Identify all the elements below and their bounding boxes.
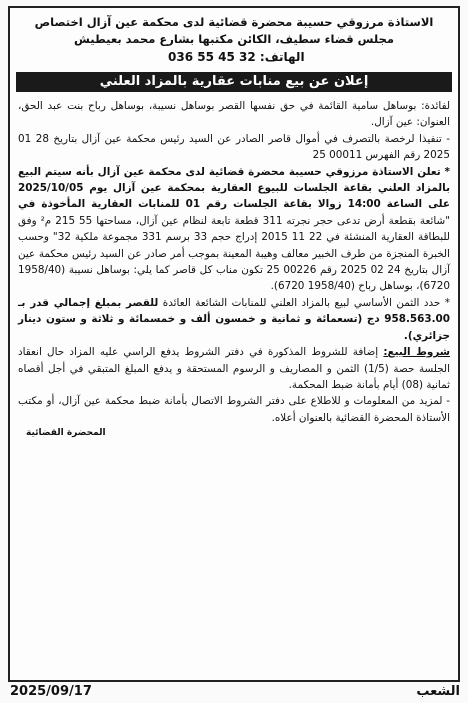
header-line-1: الاستاذة مرزوقي حسيبة محضرة قضائية لدى محكمة عين آزال اختصاص [34, 15, 434, 29]
price-intro: * حدد الثمن الأساسي لبيع بالمزاد العلني للمنابات الشائعة العائدة [162, 296, 450, 309]
bailiff-header [10, 8, 458, 68]
announcement-title: إعلان عن بيع منابات عقارية بالمزاد العلني [16, 72, 452, 92]
publication-footer [10, 684, 460, 699]
newspaper-name: الشعب [416, 684, 460, 699]
header-phone: الهاتف: 32 45 55 036 [168, 50, 305, 64]
beneficiary-paragraph: لفائدة: بوساهل سامية القائمة في حق نفسها القصر بوساهل نسيبة، بوساهل رباح بنت عبد الحق، العنوان: عين آزال. [18, 100, 450, 129]
info-paragraph: - لمزيد من المعلومات و للاطلاع على دفتر الشروط الاتصال بأمانة ضبط محكمة عين آزال، أو مكتب الأستاذة المحضرة القضائية بالعنوان أعلاه. [18, 395, 450, 424]
sale-property-details: "شائعة بقطعة أرض تدعى حجر نجرته 311 قطعة تابعة لنظام عين آزال، مساحتها 55 215 م² وفق للبطاقة العقارية المنشئة في 22 11 2015 إدراج حجم 33 برسم 331 مجموعة ملكية 32" وحسب الخبرة المنجزة من طرف الخبير معالف وهيبة المعينة بموجب أمر صادر عن السيد رئيس محكمة عين آزال بتاريخ 24 02 2025 رقم 00226 25 تكون مناب كل قاصر كما يلي: بوساهل نسيبة (1958/40 6720)، بوساهل رباح (1958/40 6720). [18, 214, 450, 293]
price-amount: للقصر بمبلغ إجمالي قدر بـ 958.563.00 دج (تسعمائة و ثمانية و خمسون ألف و خمسمائة و ثلاثة و ستون دينار جزائري). [18, 296, 450, 342]
publication-date: 2025/09/17 [10, 684, 92, 699]
conditions-paragraph [18, 344, 450, 393]
sale-announcement-bold: * تعلن الاستاذة مرزوقي حسيبة محضرة قضائية لدى محكمة عين آزال بأنه سيتم البيع بالمزاد العلني بقاعة الجلسات للبيوع العقارية بمحكمة عين آزال يوم 2025/10/05 على الساعة 14:00 زوالا بقاعة الجلسات رقم 01 للمنابات العقارية المأخوذة في [18, 165, 450, 211]
conditions-label: شروط البيع: [383, 346, 450, 359]
announcement-frame [8, 6, 460, 682]
execution-paragraph: - تنفيذا لرخصة بالتصرف في أموال قاصر الصادر عن السيد رئيس محكمة عين آزال بتاريخ 28 01 2025 رقم الفهرس 00011 25 [18, 132, 450, 162]
header-line-2: مجلس قضاء سطيف، الكائن مكتبها بشارع محمد بعيطيش [74, 32, 394, 46]
sale-paragraph [18, 164, 450, 295]
announcement-body [10, 98, 458, 426]
price-paragraph [18, 295, 450, 344]
conditions-text: إضافة للشروط المذكورة في دفتر الشروط يدفع الراسي عليه المزاد حال انعقاد الجلسة حصة (1/5) الثمن و المصاريف و الرسوم المستحقة و يدفع المبلغ المتبقي في أجل أقصاه ثمانية (08) أيام بأمانة ضبط المحكمة. [18, 346, 450, 391]
signature: المحضرة القضائية [26, 428, 106, 439]
